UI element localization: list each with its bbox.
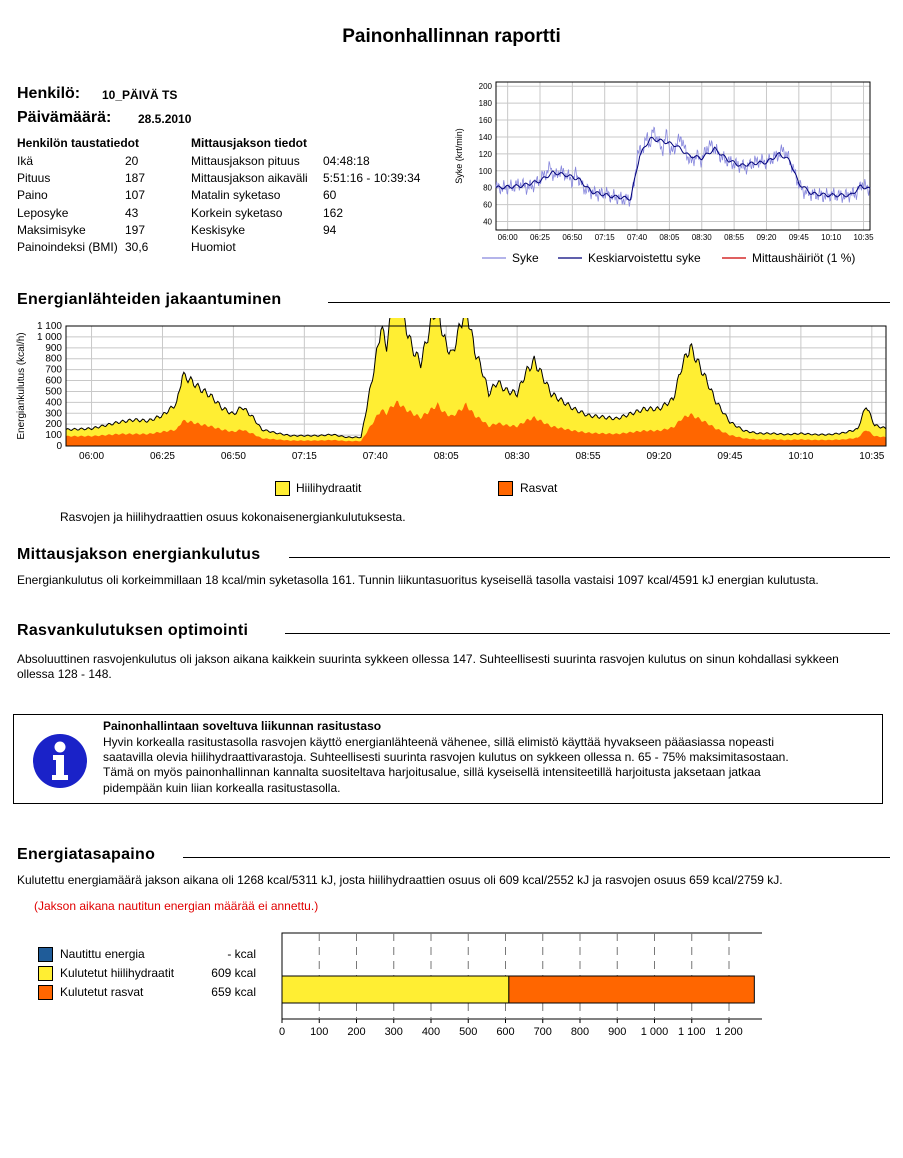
x-tick-label: 100 xyxy=(310,1026,329,1038)
x-tick-label: 06:50 xyxy=(562,233,583,242)
date-label: Päivämäärä: xyxy=(17,109,112,126)
plot-frame xyxy=(496,82,870,230)
x-tick-label: 06:50 xyxy=(220,451,246,462)
info-row: Mittausjakson aikaväli 5:51:16 - 10:39:34 xyxy=(191,170,421,185)
legend-fat: Rasvat xyxy=(520,481,558,495)
x-tick-label: 10:35 xyxy=(853,233,874,242)
section-rule xyxy=(183,857,890,858)
info-title: Painonhallintaan soveltuva liikunnan rasitustaso xyxy=(103,719,382,733)
background-heading: Henkilön taustatiedot xyxy=(17,136,140,150)
y-tick-label: 100 xyxy=(45,430,62,442)
x-tick-label: 07:15 xyxy=(594,233,615,242)
report-title: Painonhallinnan raportti xyxy=(342,26,561,47)
period-heading: Mittausjakson tiedot xyxy=(191,136,308,150)
fat-optimization-text: Absoluuttinen rasvojenkulutus oli jakson aikana kaikkein suurinta sykkeen ollessa 147. Suhteellisesti suurinta rasvojen kulutus on sinun kohdallasi sykkeen ollessa 128 - 148. xyxy=(17,652,839,681)
x-tick-label: 06:25 xyxy=(149,451,175,462)
x-tick-label: 06:00 xyxy=(497,233,518,242)
legend-carb-consumed: Kulutetut hiilihydraatit xyxy=(60,966,175,980)
y-tick-label: 160 xyxy=(478,116,492,126)
legend-fat-consumed: Kulutetut rasvat xyxy=(60,985,144,999)
y-tick-label: 800 xyxy=(45,353,62,365)
section-rule xyxy=(328,302,890,303)
y-tick-label: 200 xyxy=(45,419,62,431)
fat-swatch xyxy=(498,481,513,496)
y-tick-label: 300 xyxy=(45,408,62,420)
period-table xyxy=(191,152,420,256)
section-rule xyxy=(285,633,890,634)
y-tick-label: 140 xyxy=(478,132,492,142)
y-axis-label: Syke (krt/min) xyxy=(454,128,464,184)
x-tick-label: 06:00 xyxy=(79,451,105,462)
fat-bar xyxy=(509,976,754,1003)
y-tick-label: 200 xyxy=(478,82,492,92)
info-row: Painoindeksi (BMI) 30,6 xyxy=(17,240,149,255)
info-row: Paino 107 xyxy=(17,188,146,203)
fat-consumed-swatch xyxy=(38,985,53,1000)
person-label: Henkilö: xyxy=(17,85,81,102)
x-tick-label: 1 200 xyxy=(715,1026,743,1038)
x-tick-label: 300 xyxy=(384,1026,403,1038)
hr-raw-line xyxy=(496,127,870,206)
x-tick-label: 07:40 xyxy=(362,451,388,462)
info-icon xyxy=(32,733,88,789)
y-tick-label: 1 000 xyxy=(36,331,62,343)
info-row: Matalin syketaso 60 xyxy=(191,188,337,203)
x-tick-label: 09:45 xyxy=(717,451,743,462)
x-tick-label: 08:55 xyxy=(575,451,601,462)
x-tick-label: 07:15 xyxy=(291,451,317,462)
x-tick-label: 200 xyxy=(347,1026,366,1038)
x-tick-label: 09:20 xyxy=(756,233,777,242)
x-tick-label: 10:35 xyxy=(859,451,885,462)
x-tick-label: 08:30 xyxy=(504,451,530,462)
legend-consumed-value: - kcal xyxy=(227,947,256,961)
energy-balance-chart xyxy=(272,925,762,1040)
x-tick-label: 07:40 xyxy=(627,233,648,242)
y-tick-label: 500 xyxy=(45,386,62,398)
carb-swatch xyxy=(275,481,290,496)
x-tick-label: 0 xyxy=(278,1026,286,1038)
y-tick-label: 0 xyxy=(56,441,62,452)
x-tick-label: 800 xyxy=(570,1026,590,1038)
legend-fat-value: 659 kcal xyxy=(211,985,256,999)
carbohydrate-bar xyxy=(282,976,509,1003)
section-period-energy: Mittausjakson energiankulutus xyxy=(17,546,261,563)
info-row: Huomiot xyxy=(191,240,236,255)
legend-consumed: Nautittu energia xyxy=(60,947,145,961)
x-tick-label: 1 100 xyxy=(677,1026,706,1038)
background-table xyxy=(17,152,148,256)
energy-sources-chart xyxy=(12,318,890,470)
info-row: Korkein syketaso 162 xyxy=(191,205,344,220)
y-tick-label: 700 xyxy=(45,364,62,376)
x-tick-label: 1 000 xyxy=(640,1026,669,1038)
y-tick-label: 1 100 xyxy=(36,321,62,332)
legend-label: Mittaushäiriöt (1 %) xyxy=(752,251,856,265)
consumed-swatch xyxy=(38,947,53,962)
y-tick-label: 900 xyxy=(45,342,62,354)
carb-consumed-swatch xyxy=(38,966,53,981)
person-value: 10_PÄIVÄ TS xyxy=(102,88,178,102)
x-tick-label: 900 xyxy=(608,1026,627,1038)
heart-rate-chart xyxy=(450,76,880,276)
y-tick-label: 40 xyxy=(483,217,492,227)
section-energy-sources: Energianlähteiden jakaantuminen xyxy=(17,291,282,308)
legend-carb-value: 609 kcal xyxy=(211,966,256,980)
balance-note: (Jakson aikana nautitun energian määrää ei annettu.) xyxy=(34,899,319,913)
y-tick-label: 100 xyxy=(478,166,492,176)
x-tick-label: 08:55 xyxy=(724,233,745,242)
y-tick-label: 60 xyxy=(483,200,492,210)
x-tick-label: 08:05 xyxy=(659,233,680,242)
x-tick-label: 09:45 xyxy=(788,233,809,242)
x-tick-label: 400 xyxy=(421,1026,441,1038)
section-rule xyxy=(289,557,890,558)
x-tick-label: 700 xyxy=(533,1026,552,1038)
x-tick-label: 08:05 xyxy=(433,451,459,462)
info-row: Ikä 20 xyxy=(17,153,139,168)
info-row: Pituus 187 xyxy=(17,170,146,185)
section-energy-balance: Energiatasapaino xyxy=(17,846,156,863)
info-text: Hyvin korkealla rasitustasolla rasvojen käyttö energianlähteenä vähenee, sillä elimistö käyttää hyvakseen pääasiassa nopeasti saatavilla olevia hiilihydraattivarastoja. Suhteellisesti suurinta rasvojen kulutus on sykkeen ollessa n. 65 - 75% maksimitasostaan. Tämä on myös painonhallinnan kannalta suositeltava harjoitusalue, sillä kyseisellä intensiteetillä harjoitusta jaksetaan jatkaa pidempään kuin liian korkealla rasitustasolla. xyxy=(103,735,789,795)
legend-label: Syke xyxy=(512,251,539,265)
y-tick-label: 120 xyxy=(478,149,492,159)
x-tick-label: 600 xyxy=(496,1026,515,1038)
y-tick-label: 400 xyxy=(45,397,62,409)
energy-caption: Rasvojen ja hiilihydraattien osuus kokonaisenergiankulutuksesta. xyxy=(60,510,406,524)
info-box xyxy=(13,714,883,804)
period-energy-text: Energiankulutus oli korkeimmillaan 18 kcal/min syketasolla 161. Tunnin liikuntasuoritus kyseisellä tasolla vastaisi 1097 kcal/4591 kJ energian kulutusta. xyxy=(17,573,819,587)
info-row: Mittausjakson pituus 04:48:18 xyxy=(191,153,370,168)
y-axis-label: Energiankulutus (kcal/h) xyxy=(16,332,27,440)
balance-text: Kulutettu energiamäärä jakson aikana oli 1268 kcal/5311 kJ, josta hiilihydraattien osuus oli 609 kcal/2552 kJ ja rasvojen osuus 659 kcal/2759 kJ. xyxy=(17,873,783,887)
legend-label: Keskiarvoistettu syke xyxy=(588,251,701,265)
info-row: Leposyke 43 xyxy=(17,205,139,220)
info-row: Maksimisyke 197 xyxy=(17,222,146,237)
info-row: Keskisyke 94 xyxy=(191,222,337,237)
date-value: 28.5.2010 xyxy=(138,112,192,126)
y-tick-label: 180 xyxy=(478,99,492,109)
legend-carb: Hiilihydraatit xyxy=(296,481,362,495)
section-fat-optimization: Rasvankulutuksen optimointi xyxy=(17,622,249,639)
y-tick-label: 80 xyxy=(483,183,492,193)
x-tick-label: 10:10 xyxy=(821,233,842,242)
x-tick-label: 09:20 xyxy=(646,451,672,462)
x-tick-label: 08:30 xyxy=(691,233,712,242)
y-tick-label: 600 xyxy=(45,375,62,387)
x-tick-label: 10:10 xyxy=(788,451,814,462)
x-tick-label: 06:25 xyxy=(529,233,551,242)
x-tick-label: 500 xyxy=(459,1026,478,1038)
